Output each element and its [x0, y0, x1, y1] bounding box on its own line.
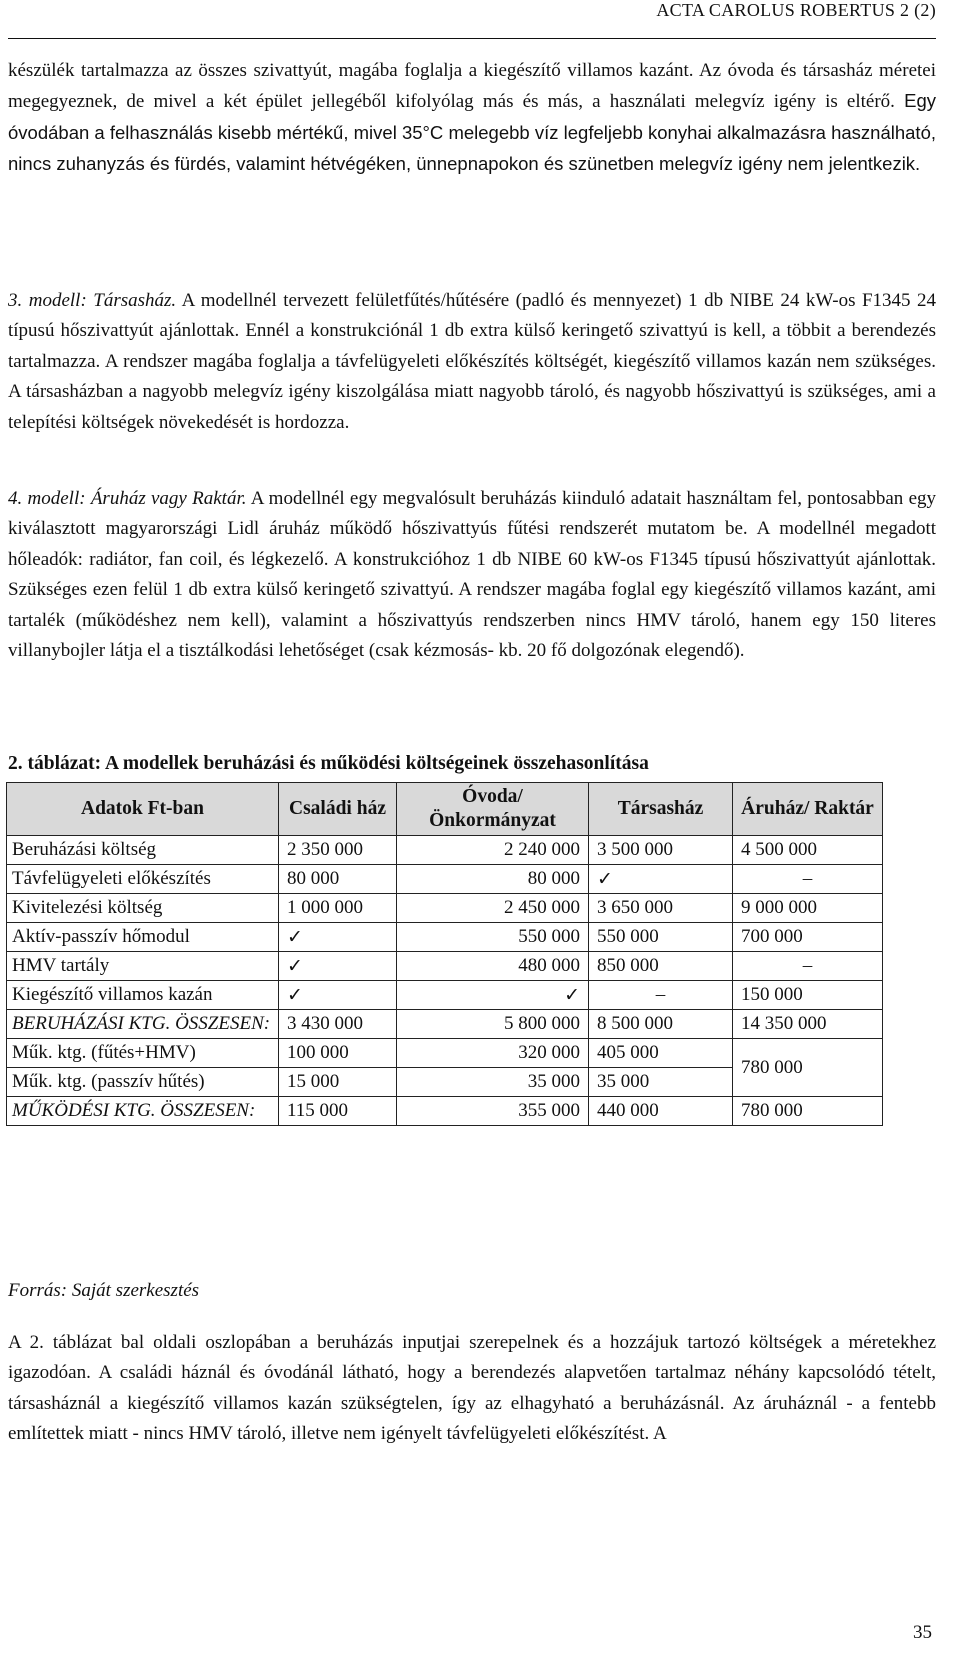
row-label: Kivitelezési költség [7, 894, 279, 923]
header-cell: Társasház [589, 783, 733, 836]
header-cell: Családi ház [279, 783, 397, 836]
row-label: MŰKÖDÉSI KTG. ÖSSZESEN: [7, 1097, 279, 1126]
row-label: Beruházási költség [7, 836, 279, 865]
row-label: Aktív-passzív hőmodul [7, 923, 279, 952]
header-cell: Adatok Ft-ban [7, 783, 279, 836]
table-cell: – [733, 952, 883, 981]
table-cell: 9 000 000 [733, 894, 883, 923]
row-label: Kiegészítő villamos kazán [7, 981, 279, 1010]
table-cell: 14 350 000 [733, 1010, 883, 1039]
table-header-row [7, 783, 883, 836]
table-cell: 405 000 [589, 1039, 733, 1068]
paragraph-table-discussion: A 2. táblázat bal oldali oszlopában a beruházás inputjai szerepelnek és a hozzájuk tartozó költségek a méretekhez igazodóan. A családi háznál és óvodánál látható, hogy a berendezés alapvetően tartalmaz néhány kapcsolódó tételt, társasháznál a kiegészítő villamos kazán szükségtelen, így az elhagyható a beruházásnál. Az áruháznál - a fentebb említettek miatt - nincs HMV tároló, illetve nem igényelt távfelügyeleti előkészítést. A [8, 1332, 936, 1445]
header-cell: Óvoda/ Önkormányzat [397, 783, 589, 836]
table-cell: 1 000 000 [279, 894, 397, 923]
table-cell: 15 000 [279, 1068, 397, 1097]
table-cell: 850 000 [589, 952, 733, 981]
row-label: Műk. ktg. (passzív hűtés) [7, 1068, 279, 1097]
table-cell: 100 000 [279, 1039, 397, 1068]
page-number: 35 [913, 1622, 932, 1643]
table-row [7, 894, 883, 923]
row-label: HMV tartály [7, 952, 279, 981]
table-cell: 3 650 000 [589, 894, 733, 923]
table-cell: 35 000 [589, 1068, 733, 1097]
table-row [7, 865, 883, 894]
row-label: Távfelügyeleti előkészítés [7, 865, 279, 894]
table-cell: 480 000 [397, 952, 589, 981]
table-cell: 440 000 [589, 1097, 733, 1126]
checkmark-icon: ✓ [279, 981, 397, 1010]
header-cell: Áruház/ Raktár [733, 783, 883, 836]
table-cell: – [733, 865, 883, 894]
table-cell: 4 500 000 [733, 836, 883, 865]
table-cell: 2 450 000 [397, 894, 589, 923]
table-cell: 5 800 000 [397, 1010, 589, 1039]
table-cell: 150 000 [733, 981, 883, 1010]
row-label: Műk. ktg. (fűtés+HMV) [7, 1039, 279, 1068]
paragraph-model-4: 4. modell: Áruház vagy Raktár. A modellnél egy megvalósult beruházás kiinduló adatait használtam fel, pontosabban egy kiválasztott magyarországi Lidl áruház működő hőszivattyús fűtési rendszerét mutatom be. A modellnél megadott hőleadók: radiátor, fan coil, és légkezelő. A konstrukcióhoz 1 db NIBE 60 kW-os F1345 típusú hőszivattyút ajánlottak. Szükséges ezen felül 1 db extra külső keringető szivattyú. A rendszer magába foglal egy kiegészítő villamos kazánt, ami tartalék (működéshez nem kell), valamint a hőszivattyús rendszerben nincs HMV tároló, hanem egy 150 literes villanybojler látja el a tisztálkodási lehetőséget (csak kézmosás- kb. 20 fő dolgozónak elegendő). [8, 488, 937, 662]
table-row [7, 981, 883, 1010]
table-cell: 2 350 000 [279, 836, 397, 865]
table-row [7, 1010, 883, 1039]
table-row [7, 923, 883, 952]
table-cell: 35 000 [397, 1068, 589, 1097]
table-cell: 700 000 [733, 923, 883, 952]
table-row [7, 1097, 883, 1126]
paragraph-1: készülék tartalmazza az összes szivattyút, magába foglalja a kiegészítő villamos kazánt. Az óvoda és társasház méretei megegyeznek, de mivel a két épület jellegéből kifolyólag más és más, a használati melegvíz igény is eltérő. Egy óvodában a felhasználás kisebb mértékű, mivel 35°C melegebb víz legfeljebb konyhai alkalmazásra használható, nincs zuhanyzás és fürdés, valamint hétvégéken, ünnepnapokon és szünetben melegvíz igény nem jelentkezik. [8, 60, 936, 175]
table-cell: – [589, 981, 733, 1010]
row-label: BERUHÁZÁSI KTG. ÖSSZESEN: [7, 1010, 279, 1039]
checkmark-icon: ✓ [279, 923, 397, 952]
table-title: 2. táblázat: A modellek beruházási és működési költségeinek összehasonlítása [8, 753, 649, 774]
table-source: Forrás: Saját szerkesztés [8, 1280, 200, 1301]
checkmark-icon: ✓ [589, 865, 733, 894]
paragraph-model-3: 3. modell: Társasház. A modellnél tervezett felületfűtés/hűtésére (padló és mennyezet) 1 db NIBE 24 kW-os F1345 24 típusú hőszivattyút ajánlottak. Ennél a konstrukciónál 1 db extra külső keringető szivattyú is kell, a többit a berendezés tartalmazza. A rendszer magába foglalja a távfelügyeleti előkészítés költségét, kiegészítő villamos kazán nem szükséges. A társasházban a nagyobb melegvíz igény kiszolgálása miatt nagyobb tároló, és nagyobb hőszivattyú is szükséges, ami a telepítési költségek növekedését is hordozza. [8, 290, 937, 433]
table-row [7, 952, 883, 981]
table-cell: 780 000 [733, 1039, 883, 1097]
table-row [7, 1039, 883, 1068]
checkmark-icon: ✓ [279, 952, 397, 981]
table-cell: 80 000 [397, 865, 589, 894]
table-cell: 550 000 [589, 923, 733, 952]
checkmark-icon: ✓ [397, 981, 589, 1010]
table-cell: 80 000 [279, 865, 397, 894]
table-cell: 2 240 000 [397, 836, 589, 865]
table-cell: 780 000 [733, 1097, 883, 1126]
table-cell: 355 000 [397, 1097, 589, 1126]
table-row [7, 836, 883, 865]
comparison-table [6, 782, 883, 1126]
table-cell: 320 000 [397, 1039, 589, 1068]
header-rule [8, 38, 936, 39]
table-cell: 8 500 000 [589, 1010, 733, 1039]
table-cell: 3 500 000 [589, 836, 733, 865]
running-header: ACTA CAROLUS ROBERTUS 2 (2) [656, 0, 936, 20]
table-cell: 115 000 [279, 1097, 397, 1126]
table-cell: 550 000 [397, 923, 589, 952]
table-cell: 3 430 000 [279, 1010, 397, 1039]
